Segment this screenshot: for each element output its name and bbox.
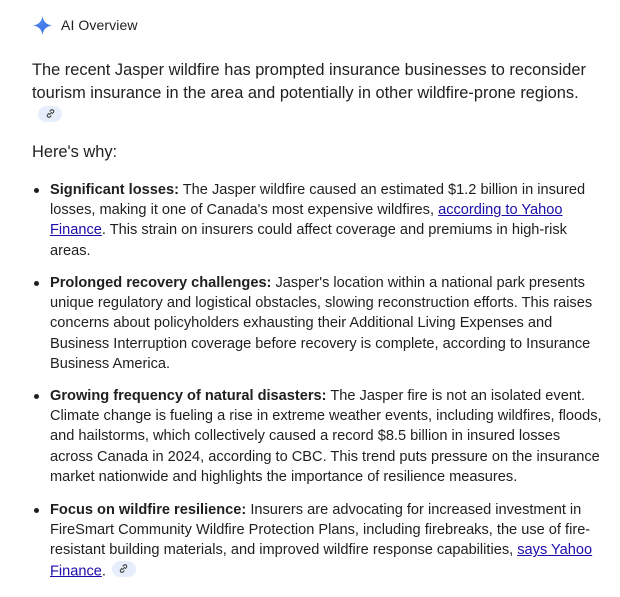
list-item bbox=[32, 386, 606, 487]
intro-paragraph bbox=[32, 59, 602, 127]
point-text: The Jasper wildfire caused an estimated $1.2 billion in insured losses, making it one of Canada's most expensive wildfires, bbox=[50, 182, 586, 219]
says-yahoo-finance-link[interactable]: says Yahoo Finance bbox=[50, 542, 593, 580]
intro-source-link[interactable] bbox=[38, 106, 62, 122]
yahoo-finance-link[interactable]: according to Yahoo Finance bbox=[50, 202, 563, 239]
point-title: Focus on wildfire resilience: bbox=[50, 502, 247, 518]
intro-text: The recent Jasper wildfire has prompted insurance businesses to reconsider tourism insurance in the area and potentially in other wildfire-prone regions. bbox=[32, 61, 586, 102]
point-title: Growing frequency of natural disasters: bbox=[50, 388, 327, 404]
point-text: Insurers are advocating for increased investment in FireSmart Community Wildfire Protection Plans, including firebreaks, the use of fire-resistant building materials, and improved wildfire response capabilities, bbox=[50, 502, 591, 559]
point-text: . This strain on insurers could affect coverage and premiums in high-risk areas. bbox=[50, 222, 567, 259]
point-text: Jasper's location within a national park presents unique regulatory and logistical obstacles, slowing reconstruction efforts. This raises concerns about policyholders exhausting their Additional Living Expenses and Business Interruption coverage before recovery is complete, according to Insurance Business America. bbox=[50, 275, 593, 372]
link-icon bbox=[45, 108, 56, 119]
list-item bbox=[32, 500, 606, 581]
point-text: . bbox=[101, 563, 106, 580]
link-icon bbox=[118, 563, 129, 574]
sparkle-icon bbox=[32, 15, 53, 36]
list-item bbox=[32, 273, 606, 374]
list-item bbox=[32, 180, 606, 261]
point-title: Significant losses: bbox=[50, 182, 179, 198]
point-source-link[interactable] bbox=[112, 561, 136, 577]
point-text: The Jasper fire is not an isolated event. Climate change is fueling a rise in extreme weather events, including wildfires, floods, and hailstorms, which collectively caused a record $8.5 billion in insured losses across Canada in 2024, according to CBC. This trend puts pressure on the insurance market nationwide and highlights the importance of resilience measures. bbox=[50, 388, 602, 485]
point-title: Prolonged recovery challenges: bbox=[50, 275, 272, 291]
why-heading: Here's why: bbox=[32, 143, 118, 161]
ai-overview-header bbox=[32, 13, 138, 37]
ai-overview-label: AI Overview bbox=[61, 17, 138, 33]
